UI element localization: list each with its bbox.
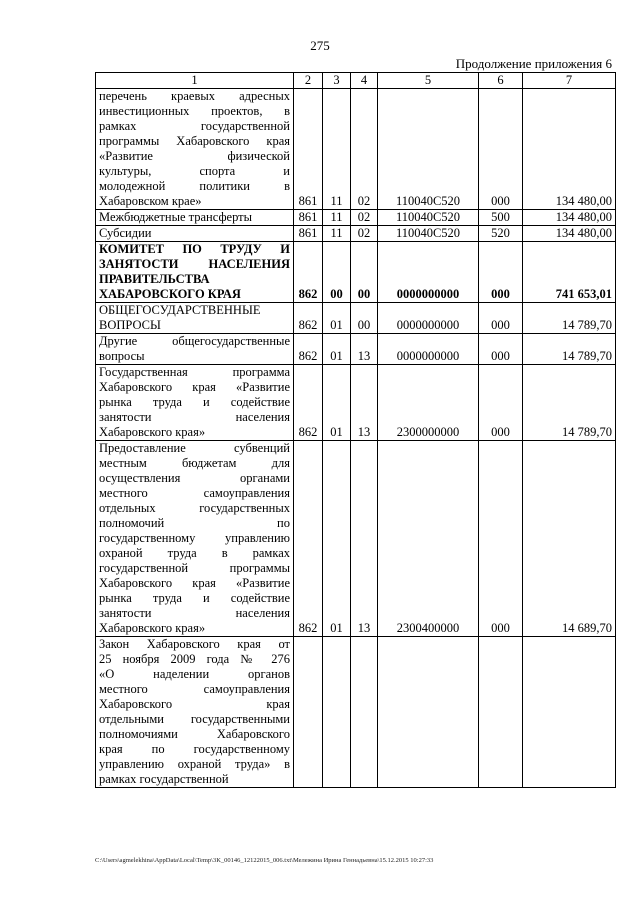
table-row bbox=[96, 226, 616, 242]
expense-type-code-cell: 000 bbox=[479, 303, 523, 334]
section-code-cell: 00 bbox=[323, 242, 351, 303]
table-header bbox=[96, 73, 616, 89]
subsection-code-cell: 02 bbox=[351, 210, 378, 226]
amount-cell: 134 480,00 bbox=[523, 210, 616, 226]
target-article-code-cell: 110040С520 bbox=[378, 210, 479, 226]
row-name-line: Хабаровском крае» bbox=[99, 194, 202, 208]
subsection-code-cell: 00 bbox=[351, 242, 378, 303]
row-name bbox=[96, 637, 294, 788]
row-name-line: 25 ноября 2009 года № 276 bbox=[99, 652, 290, 666]
section-code-cell: 11 bbox=[323, 89, 351, 210]
row-name bbox=[96, 210, 294, 226]
expense-type-code-cell: 000 bbox=[479, 242, 523, 303]
section-code-cell bbox=[323, 637, 351, 788]
row-name-line: местного самоуправления bbox=[99, 682, 290, 696]
section-code-cell: 11 bbox=[323, 210, 351, 226]
row-name bbox=[96, 365, 294, 441]
row-name bbox=[96, 334, 294, 365]
subsection-code-cell: 13 bbox=[351, 365, 378, 441]
section-code-cell: 01 bbox=[323, 441, 351, 637]
subsection-code-cell bbox=[351, 637, 378, 788]
row-name-line: рамках государственной bbox=[99, 119, 290, 133]
section-code-cell: 01 bbox=[323, 303, 351, 334]
expense-type-code-cell: 000 bbox=[479, 334, 523, 365]
footer-file-path: C:\Users\agmelekhina\AppData\Local\Temp\3K_00146_12122015_006.txt\Мележина Ирина Геннадьевна\15.12.2015 10:27:33 bbox=[95, 857, 434, 864]
expense-type-code-cell: 520 bbox=[479, 226, 523, 242]
amount-cell bbox=[523, 637, 616, 788]
row-name-line: Государственная программа bbox=[99, 365, 290, 379]
subsection-code-cell: 13 bbox=[351, 334, 378, 365]
budget-admin-code-cell bbox=[294, 637, 323, 788]
row-name-line: ВОПРОСЫ bbox=[99, 318, 161, 332]
row-name-line: отдельных государственных bbox=[99, 501, 290, 515]
budget-admin-code-cell: 861 bbox=[294, 89, 323, 210]
row-name-line: перечень краевых адресных bbox=[99, 89, 290, 103]
amount-cell: 134 480,00 bbox=[523, 89, 616, 210]
header-col-1: 1 bbox=[96, 73, 294, 89]
row-name-line: рынка труда и содействие bbox=[99, 591, 290, 605]
row-name-line: местным бюджетам для bbox=[99, 456, 290, 470]
amount-cell: 14 789,70 bbox=[523, 303, 616, 334]
row-name-line: Другие общегосударственные bbox=[99, 334, 290, 348]
table-row bbox=[96, 303, 616, 334]
header-col-5: 5 bbox=[378, 73, 479, 89]
row-name bbox=[96, 89, 294, 210]
row-name bbox=[96, 242, 294, 303]
section-code-cell: 01 bbox=[323, 365, 351, 441]
header-col-3: 3 bbox=[323, 73, 351, 89]
table-body bbox=[96, 89, 616, 788]
section-code-cell: 11 bbox=[323, 226, 351, 242]
budget-admin-code-cell: 861 bbox=[294, 226, 323, 242]
amount-cell: 134 480,00 bbox=[523, 226, 616, 242]
row-name-line: рамках государственной bbox=[99, 772, 229, 786]
row-name-line: полномочиями Хабаровского bbox=[99, 727, 290, 741]
table-row bbox=[96, 210, 616, 226]
table-row bbox=[96, 334, 616, 365]
budget-admin-code-cell: 862 bbox=[294, 242, 323, 303]
amount-cell: 14 789,70 bbox=[523, 334, 616, 365]
expense-type-code-cell bbox=[479, 637, 523, 788]
row-name-line: Межбюджетные трансферты bbox=[99, 210, 253, 224]
header-col-7: 7 bbox=[523, 73, 616, 89]
budget-admin-code-cell: 862 bbox=[294, 365, 323, 441]
row-name-line: охраной труда в рамках bbox=[99, 546, 290, 560]
row-name-line: Субсидии bbox=[99, 226, 152, 240]
row-name-line: ПРАВИТЕЛЬСТВА bbox=[99, 272, 210, 286]
header-col-2: 2 bbox=[294, 73, 323, 89]
budget-admin-code-cell: 861 bbox=[294, 210, 323, 226]
row-name-line: программы Хабаровского края bbox=[99, 134, 290, 148]
row-name-line: Предоставление субвенций bbox=[99, 441, 290, 455]
row-name bbox=[96, 226, 294, 242]
row-name-line: «О наделении органов bbox=[99, 667, 290, 681]
target-article-code-cell: 2300000000 bbox=[378, 365, 479, 441]
table-row bbox=[96, 365, 616, 441]
subsection-code-cell: 13 bbox=[351, 441, 378, 637]
row-name-line: отдельными государственными bbox=[99, 712, 290, 726]
row-name-line: края по государственному bbox=[99, 742, 290, 756]
expense-type-code-cell: 500 bbox=[479, 210, 523, 226]
target-article-code-cell bbox=[378, 637, 479, 788]
row-name-line: «Развитие физической bbox=[99, 149, 290, 163]
row-name-line: полномочий по bbox=[99, 516, 290, 530]
row-name-line: ХАБАРОВСКОГО КРАЯ bbox=[99, 287, 241, 301]
row-name-line: управлению охраной труда» в bbox=[99, 757, 290, 771]
header-col-4: 4 bbox=[351, 73, 378, 89]
row-name-line: Хабаровского края «Развитие bbox=[99, 576, 290, 590]
row-name bbox=[96, 441, 294, 637]
row-name-line: вопросы bbox=[99, 349, 145, 363]
row-name-line: инвестиционных проектов, в bbox=[99, 104, 290, 118]
row-name bbox=[96, 303, 294, 334]
row-name-line: государственному управлению bbox=[99, 531, 290, 545]
budget-admin-code-cell: 862 bbox=[294, 441, 323, 637]
row-name-line: занятости населения bbox=[99, 606, 290, 620]
target-article-code-cell: 0000000000 bbox=[378, 303, 479, 334]
budget-admin-code-cell: 862 bbox=[294, 303, 323, 334]
table-row bbox=[96, 242, 616, 303]
row-name-line: местного самоуправления bbox=[99, 486, 290, 500]
row-name-line: осуществления органами bbox=[99, 471, 290, 485]
section-code-cell: 01 bbox=[323, 334, 351, 365]
row-name-line: Хабаровского края» bbox=[99, 425, 206, 439]
row-name-line: КОМИТЕТ ПО ТРУДУ И bbox=[99, 242, 290, 256]
row-name-line: Закон Хабаровского края от bbox=[99, 637, 290, 651]
target-article-code-cell: 110040С520 bbox=[378, 89, 479, 210]
table-row bbox=[96, 89, 616, 210]
target-article-code-cell: 110040С520 bbox=[378, 226, 479, 242]
row-name-line: молодежной политики в bbox=[99, 179, 290, 193]
header-col-6: 6 bbox=[479, 73, 523, 89]
row-name-line: культуры, спорта и bbox=[99, 164, 290, 178]
row-name-line: Хабаровского края «Развитие bbox=[99, 380, 290, 394]
amount-cell: 741 653,01 bbox=[523, 242, 616, 303]
row-name-line: ОБЩЕГОСУДАРСТВЕННЫЕ bbox=[99, 303, 261, 317]
row-name-line: Хабаровского края» bbox=[99, 621, 206, 635]
subsection-code-cell: 00 bbox=[351, 303, 378, 334]
row-name-line: рынка труда и содействие bbox=[99, 395, 290, 409]
appendix-continuation-label: Продолжение приложения 6 bbox=[455, 56, 612, 71]
target-article-code-cell: 0000000000 bbox=[378, 334, 479, 365]
expense-type-code-cell: 000 bbox=[479, 441, 523, 637]
budget-admin-code-cell: 862 bbox=[294, 334, 323, 365]
amount-cell: 14 689,70 bbox=[523, 441, 616, 637]
target-article-code-cell: 0000000000 bbox=[378, 242, 479, 303]
table-row bbox=[96, 637, 616, 788]
subsection-code-cell: 02 bbox=[351, 89, 378, 210]
row-name-line: Хабаровского края bbox=[99, 697, 290, 711]
target-article-code-cell: 2300400000 bbox=[378, 441, 479, 637]
budget-table bbox=[95, 72, 616, 788]
expense-type-code-cell: 000 bbox=[479, 89, 523, 210]
row-name-line: ЗАНЯТОСТИ НАСЕЛЕНИЯ bbox=[99, 257, 290, 271]
table-row bbox=[96, 441, 616, 637]
row-name-line: государственной программы bbox=[99, 561, 290, 575]
page-number: 275 bbox=[310, 38, 330, 53]
row-name-line: занятости населения bbox=[99, 410, 290, 424]
expense-type-code-cell: 000 bbox=[479, 365, 523, 441]
subsection-code-cell: 02 bbox=[351, 226, 378, 242]
amount-cell: 14 789,70 bbox=[523, 365, 616, 441]
